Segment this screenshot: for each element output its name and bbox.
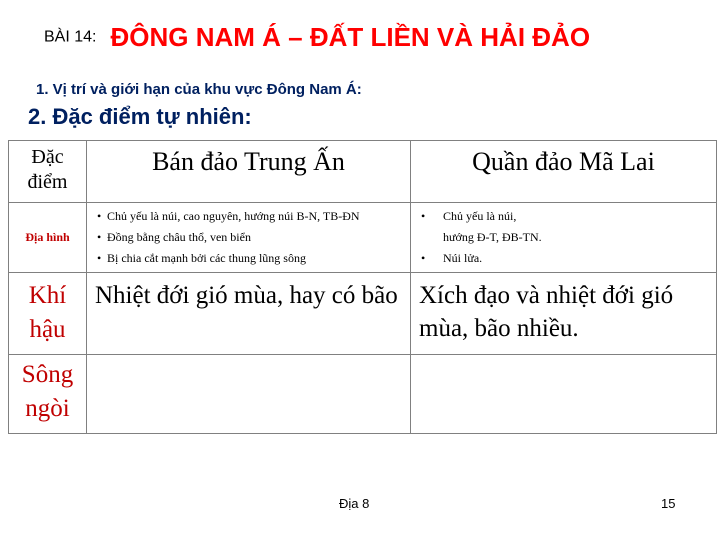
list-item: • Đồng bằng châu thổ, ven biển xyxy=(107,227,410,248)
list-item: • Bị chia cắt mạnh bởi các thung lũng sông xyxy=(107,248,410,269)
row-label-climate: Khí hậu xyxy=(9,273,87,355)
header-feature: Đặc điểm xyxy=(9,141,87,203)
section-1-heading: 1. Vị trí và giới hạn của khu vực Đông Nam Á: xyxy=(36,81,362,98)
slide-title: ĐÔNG NAM Á – ĐẤT LIỀN VÀ HẢI ĐẢO xyxy=(110,22,591,52)
slide-title-bar xyxy=(44,22,590,53)
terrain-indochina-cell xyxy=(87,203,411,273)
table-row-rivers xyxy=(9,355,717,434)
lesson-label: BÀI 14: xyxy=(44,28,97,46)
climate-malay-cell: Xích đạo và nhiệt đới gió mùa, bão nhiều. xyxy=(411,273,717,355)
list-item: • Chủ yếu là núi, cao nguyên, hướng núi B-N, TB-ĐN xyxy=(107,206,410,227)
footer-subject: Địa 8 xyxy=(339,496,370,511)
list-item: hướng Đ-T, ĐB-TN. xyxy=(443,230,542,244)
comparison-table xyxy=(8,140,717,434)
header-indochina: Bán đảo Trung Ấn xyxy=(87,141,411,203)
list-item: • Núi lửa. xyxy=(431,248,716,269)
terrain-malay-cell xyxy=(411,203,717,273)
climate-indochina-cell: Nhiệt đới gió mùa, hay có bão xyxy=(87,273,411,355)
section-2-heading: 2. Đặc điểm tự nhiên: xyxy=(28,104,252,129)
table-header-row xyxy=(9,141,717,203)
row-label-terrain: Địa hình xyxy=(9,203,87,273)
header-malay: Quần đảo Mã Lai xyxy=(411,141,717,203)
page-number: 15 xyxy=(661,496,676,511)
rivers-indochina-cell xyxy=(87,355,411,434)
table-row-terrain xyxy=(9,203,717,273)
table-row-climate xyxy=(9,273,717,355)
list-item: • Chủ yếu là núi, xyxy=(431,206,716,227)
row-label-rivers: Sông ngòi xyxy=(9,355,87,434)
rivers-malay-cell xyxy=(411,355,717,434)
